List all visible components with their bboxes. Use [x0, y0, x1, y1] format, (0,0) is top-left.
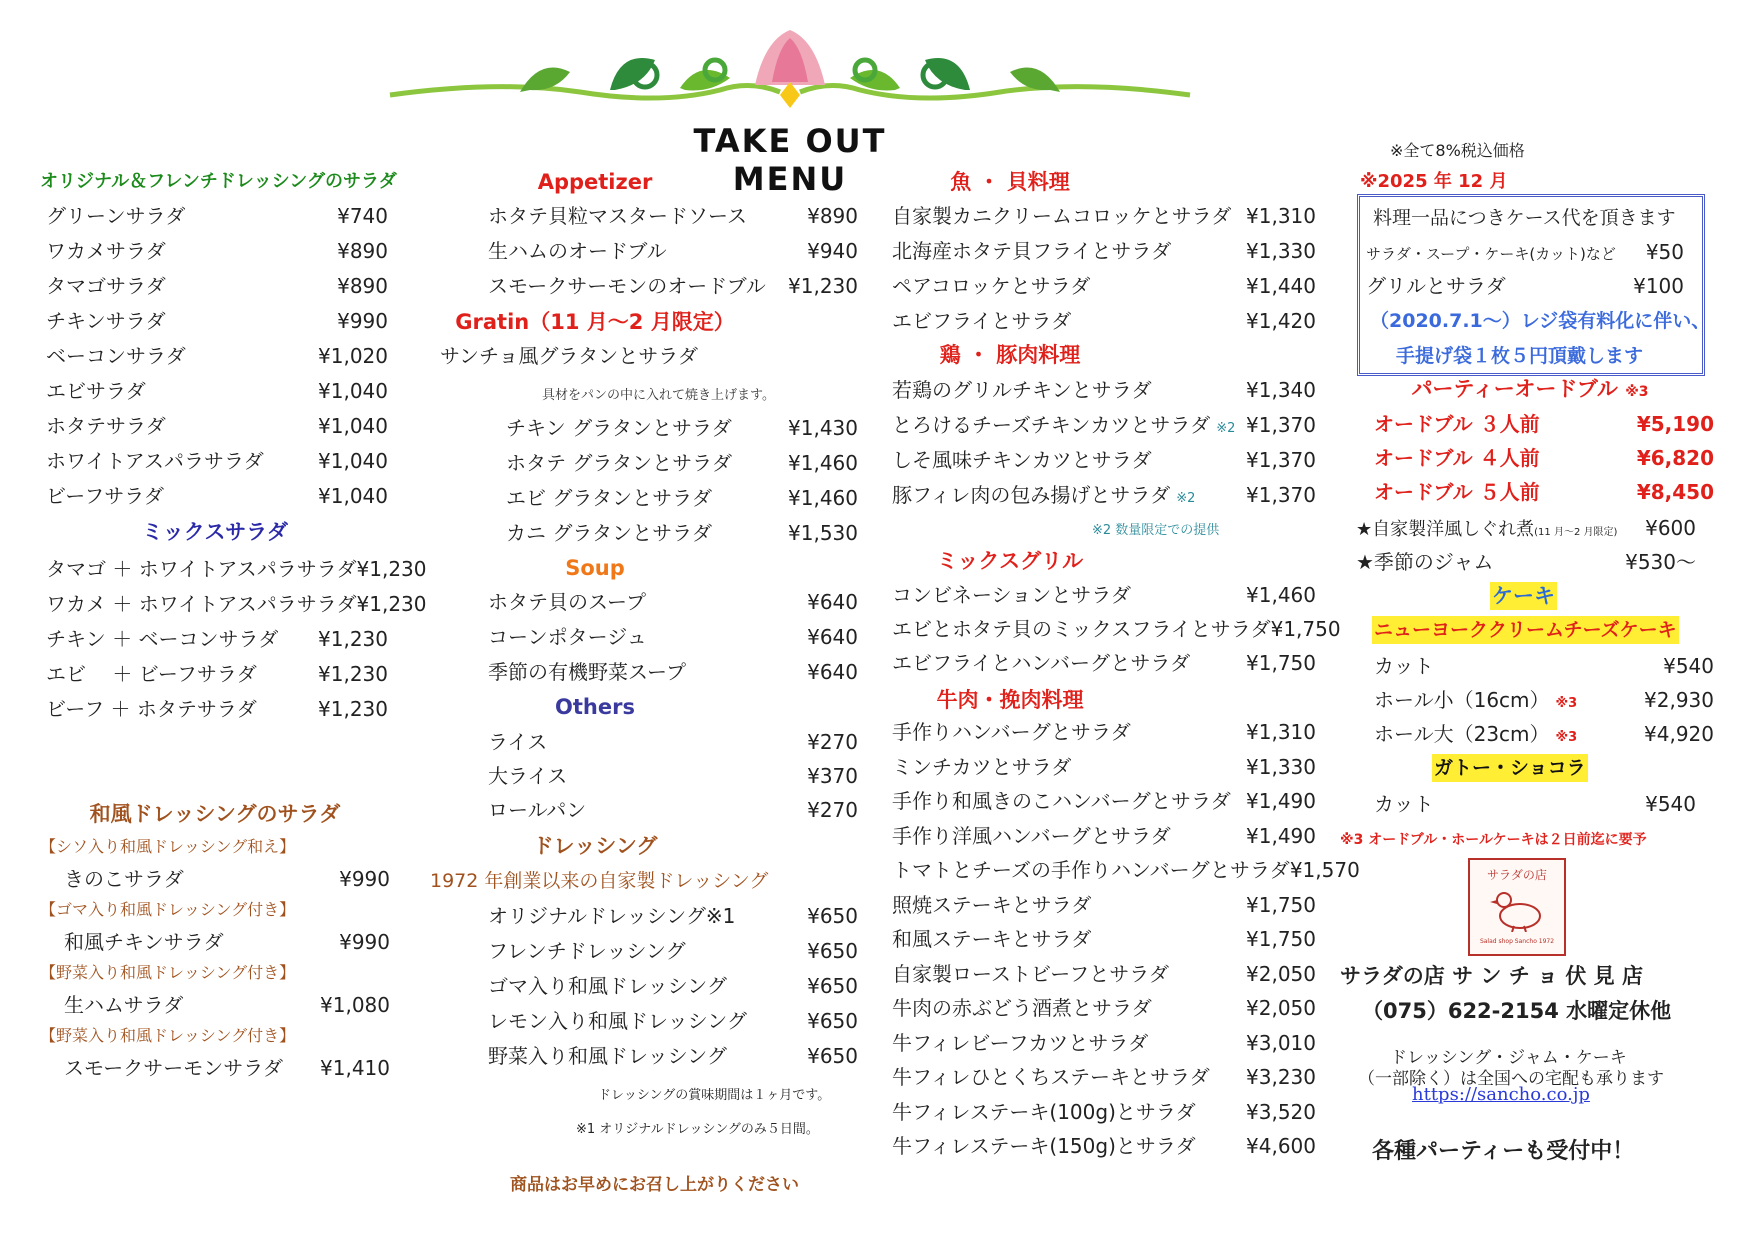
salad-item	[46, 447, 388, 475]
others-item-name: ロールパン	[488, 798, 587, 822]
soup-item	[488, 623, 858, 651]
party-item-price: ¥8,450	[1636, 480, 1714, 504]
beef-heading: 牛肉・挽肉料理	[936, 688, 1084, 712]
chicken-item-mark: ※2	[1216, 421, 1236, 436]
party-item-price: ¥6,820	[1636, 446, 1714, 470]
dressing-item-price: ¥650	[807, 1044, 858, 1068]
dressing-item	[488, 1007, 858, 1035]
chicken-item-mark: ※2	[1176, 491, 1196, 506]
appetizer-item	[488, 202, 858, 230]
salad-item-price: ¥890	[337, 274, 388, 298]
chicken-item-price: ¥1,370	[1246, 413, 1316, 437]
salad-item	[46, 307, 388, 335]
mix-salad-item-name: ビーフ ＋ ホタテサラダ	[46, 697, 257, 721]
cake-item	[1374, 652, 1714, 680]
dressing-item-price: ¥650	[807, 939, 858, 963]
others-item-name: 大ライス	[488, 764, 568, 788]
wafu-item-price: ¥990	[339, 930, 390, 954]
dressing-note-2: ※1 オリジナルドレッシングのみ５日間。	[576, 1122, 819, 1137]
wafu-dressing-label: 【シソ入り和風ドレッシング和え】	[40, 837, 296, 856]
dressing-item	[488, 972, 858, 1000]
wafu-item-price: ¥1,080	[320, 993, 390, 1017]
gratin-item-name: エビ グラタンとサラダ	[506, 486, 712, 510]
cheesecake-name: ニューヨーククリームチーズケーキ	[1372, 616, 1679, 644]
salad-item-price: ¥740	[337, 204, 388, 228]
salad-item	[46, 342, 388, 370]
beef-item	[892, 856, 1360, 884]
dressing-item-price: ¥650	[807, 1009, 858, 1033]
shop-logo	[1468, 858, 1566, 956]
wafu-dressing-label: 【ゴマ入り和風ドレッシング付き】	[40, 900, 296, 919]
mix-salad-item-price: ¥1,230	[318, 697, 388, 721]
limited-note: ※2 数量限定での提供	[1092, 523, 1220, 538]
mix-salad-item-price: ¥1,230	[356, 592, 427, 616]
gratin-item	[506, 449, 858, 477]
case-fee-line: 料理一品につきケース代を頂きます	[1373, 207, 1676, 229]
mix-salad-item-name: タマゴ ＋ ホワイトアスパラサラダ	[46, 557, 357, 581]
gratin-item	[506, 484, 858, 512]
party-heading: パーティーオードブル ※3	[1411, 377, 1649, 401]
others-item	[488, 728, 858, 756]
salad-item-price: ¥1,040	[318, 449, 388, 473]
party-item-name: オードブル ５人前	[1374, 480, 1540, 504]
chicken-item-price: ¥1,340	[1246, 378, 1316, 402]
chicken-item-price: ¥1,370	[1246, 448, 1316, 472]
bag-note-1: （2020.7.1～）レジ袋有料化に伴い、	[1370, 310, 1711, 332]
wafu-item-price: ¥990	[339, 867, 390, 891]
beef-item	[892, 1063, 1316, 1091]
soup-item-price: ¥640	[807, 590, 858, 614]
soup-item	[488, 658, 858, 686]
chicken-item-price: ¥1,370	[1246, 483, 1316, 507]
appetizer-item-price: ¥890	[807, 204, 858, 228]
footer-note: 商品はお早めにお召し上がりください	[510, 1175, 799, 1195]
gratin-item	[506, 519, 858, 547]
delivery-note-1: ドレッシング・ジャム・ケーキ	[1390, 1048, 1627, 1068]
gratin-item-name: チキン グラタンとサラダ	[506, 416, 732, 440]
salad-item-price: ¥890	[337, 239, 388, 263]
chocolat-cut: カット ¥540	[1374, 792, 1696, 816]
party-item-price: ¥5,190	[1636, 412, 1714, 436]
grill-item-price: ¥1,750	[1246, 651, 1316, 675]
dressing-item-name: レモン入り和風ドレッシング	[488, 1009, 747, 1033]
dressing-heading: ドレッシング	[532, 834, 658, 858]
wafu-dressing-label: 【野菜入り和風ドレッシング付き】	[40, 963, 296, 982]
beef-item-price: ¥3,520	[1246, 1099, 1316, 1124]
mix-salad-item	[46, 625, 388, 653]
salad-item-name: チキンサラダ	[46, 309, 166, 333]
mix-salad-item-price: ¥1,230	[318, 662, 388, 686]
beef-item	[892, 960, 1316, 988]
cake-item-mark: ※3	[1555, 696, 1578, 711]
fish-item-name: エビフライとサラダ	[892, 309, 1072, 333]
gratin-item-name: カニ グラタンとサラダ	[506, 521, 712, 545]
soup-heading: Soup	[565, 556, 625, 580]
beef-item	[892, 1132, 1316, 1160]
salad-item-name: ビーフサラダ	[46, 484, 164, 508]
chocolat-name: ガトー・ショコラ	[1432, 754, 1588, 782]
others-item-name: ライス	[488, 730, 548, 754]
beef-item-name: 牛フィレステーキ(150g)とサラダ	[892, 1134, 1196, 1158]
chicken-item-name: 豚フィレ肉の包み揚げとサラダ	[892, 483, 1171, 507]
beef-item	[892, 753, 1316, 781]
dressing-item-name: フレンチドレッシング	[488, 939, 686, 963]
soup-item-name: 季節の有機野菜スープ	[488, 660, 686, 684]
beef-item-name: 牛フィレビーフカツとサラダ	[892, 1030, 1149, 1055]
beef-item-name: 牛肉の赤ぶどう酒煮とサラダ	[892, 996, 1152, 1020]
gratin-item-price: ¥1,430	[788, 416, 858, 440]
party-item	[1374, 410, 1714, 438]
cake-item-price: ¥4,920	[1644, 722, 1714, 746]
dressing-subheading: 1972 年創業以来の自家製ドレッシング	[430, 870, 769, 892]
order-note: ※3 オードブル・ホールケーキは２日前迄に要予	[1340, 832, 1647, 848]
dressing-item-name: 野菜入り和風ドレッシング	[488, 1044, 727, 1068]
fish-item	[892, 202, 1316, 230]
grill-item	[892, 581, 1316, 609]
beef-item-name: 牛フィレステーキ(100g)とサラダ	[892, 1099, 1196, 1124]
dressing-item	[488, 937, 858, 965]
beef-item-price: ¥1,570	[1289, 858, 1360, 882]
dressing-item-price: ¥650	[807, 904, 858, 928]
party-item-name: オードブル ４人前	[1374, 446, 1540, 470]
dressing-item-name: オリジナルドレッシング※1	[488, 904, 736, 928]
chicken-heading: 鶏 ・ 豚肉料理	[939, 343, 1081, 367]
logo-text: サラダの店	[1487, 868, 1547, 882]
duck-icon	[1490, 886, 1544, 932]
cake-item-name: カット	[1374, 654, 1434, 678]
cake-item-name: ホール大（23cm）	[1374, 722, 1550, 746]
shop-name: サラダの店 サ ン チ ョ 伏 見 店	[1340, 964, 1643, 988]
others-heading: Others	[555, 695, 635, 719]
appetizer-item	[488, 272, 858, 300]
beef-item-price: ¥1,750	[1246, 927, 1316, 951]
gratin-item-price: ¥1,460	[788, 451, 858, 475]
case-fee-item-2: グリルとサラダ ¥100	[1366, 274, 1684, 298]
beef-item-price: ¥1,310	[1246, 720, 1316, 744]
cake-item	[1374, 720, 1714, 752]
mix-salad-item	[46, 555, 427, 583]
chicken-item	[892, 481, 1316, 513]
soup-item-price: ¥640	[807, 660, 858, 684]
party-item-name: オードブル ３人前	[1374, 412, 1540, 436]
beef-item-name: 照焼ステーキとサラダ	[892, 892, 1092, 917]
chicken-item-name: しそ風味チキンカツとサラダ	[892, 448, 1152, 472]
wafu-item	[64, 991, 390, 1019]
cake-item-price: ¥540	[1663, 654, 1714, 678]
wafu-item-name: スモークサーモンサラダ	[64, 1056, 283, 1080]
salad-item-price: ¥1,040	[318, 484, 388, 508]
fish-item-price: ¥1,310	[1246, 204, 1316, 228]
salad-item	[46, 482, 388, 510]
wafu-item-price: ¥1,410	[320, 1056, 390, 1080]
salad-item	[46, 202, 388, 230]
beef-item	[892, 994, 1316, 1022]
beef-item-price: ¥3,010	[1246, 1030, 1316, 1055]
cake-heading: ケーキ	[1492, 584, 1555, 608]
fish-item	[892, 307, 1316, 335]
dressing-item-price: ¥650	[807, 974, 858, 998]
special-item-2: ★季節のジャム ¥530～	[1356, 550, 1696, 574]
beef-item-name: 牛フィレひとくちステーキとサラダ	[892, 1065, 1210, 1089]
beef-item-name: 和風ステーキとサラダ	[892, 927, 1092, 951]
beef-item	[892, 718, 1316, 746]
gratin-heading: Gratin（11 月～2 月限定）	[455, 310, 735, 334]
col1-heading: オリジナル＆フレンチドレッシングのサラダ	[40, 171, 397, 192]
party-accept-note: 各種パーティーも受付中！	[1372, 1139, 1635, 1164]
fish-item-name: 自家製カニクリームコロッケとサラダ	[892, 204, 1232, 228]
beef-item-price: ¥1,750	[1246, 892, 1316, 917]
gratin-item-name: ホタテ グラタンとサラダ	[506, 451, 732, 475]
appetizer-heading: Appetizer	[537, 170, 653, 194]
beef-item	[892, 787, 1316, 815]
others-item-price: ¥270	[807, 730, 858, 754]
wafu-item	[64, 865, 390, 893]
grill-item-name: コンビネーションとサラダ	[892, 583, 1131, 607]
soup-item-name: ホタテ貝のスープ	[488, 590, 646, 614]
others-item-price: ¥370	[807, 764, 858, 788]
beef-item-name: ミンチカツとサラダ	[892, 754, 1072, 779]
beef-item-price: ¥2,050	[1246, 996, 1316, 1020]
tax-note: ※全て8%税込価格	[1390, 141, 1525, 160]
wafu-item-name: 和風チキンサラダ	[64, 930, 224, 954]
beef-item-price: ¥3,230	[1246, 1065, 1316, 1089]
salad-item	[46, 412, 388, 440]
soup-item	[488, 588, 858, 616]
chicken-item	[892, 446, 1316, 474]
dressing-item-name: ゴマ入り和風ドレッシング	[488, 974, 727, 998]
beef-item-name: 自家製ローストビーフとサラダ	[892, 961, 1169, 986]
wafu-heading: 和風ドレッシングのサラダ	[89, 802, 341, 826]
beef-item-price: ¥1,330	[1246, 754, 1316, 779]
logo-subtext: Salad shop Sancho 1972	[1479, 938, 1555, 945]
beef-item-name: 手作り洋風ハンバーグとサラダ	[892, 823, 1171, 848]
gratin-item-price: ¥1,530	[788, 521, 858, 545]
mix-salad-item	[46, 695, 388, 723]
chicken-item	[892, 411, 1316, 443]
chicken-item-name: とろけるチーズチキンカツとサラダ	[892, 413, 1211, 437]
salad-item	[46, 237, 388, 265]
beef-item-price: ¥1,490	[1246, 823, 1316, 848]
appetizer-item-price: ¥940	[807, 239, 858, 263]
salad-item-name: タマゴサラダ	[46, 274, 166, 298]
mix-salad-item-name: チキン ＋ ベーコンサラダ	[46, 627, 279, 651]
grill-item-price: ¥1,460	[1246, 583, 1316, 607]
grill-item	[892, 615, 1341, 643]
mix-salad-item	[46, 590, 427, 618]
beef-item-name: トマトとチーズの手作りハンバーグとサラダ	[892, 858, 1290, 882]
salad-item-name: エビサラダ	[46, 379, 146, 403]
beef-item-price: ¥2,050	[1246, 961, 1316, 986]
salad-item-price: ¥1,020	[318, 344, 388, 368]
salad-item	[46, 377, 388, 405]
chicken-item-name: 若鶏のグリルチキンとサラダ	[892, 378, 1152, 402]
grill-item-name: エビフライとハンバーグとサラダ	[892, 651, 1191, 675]
grill-item	[892, 649, 1316, 677]
delivery-note-2: （一部除く）は全国への宅配も承ります	[1358, 1069, 1664, 1089]
beef-item-name: 手作りハンバーグとサラダ	[892, 720, 1131, 744]
appetizer-item-name: 生ハムのオードブル	[488, 239, 667, 263]
dressing-note-1: ドレッシングの賞味期間は１ヶ月です。	[598, 1088, 831, 1103]
others-item	[488, 796, 858, 824]
salad-item-name: ワカメサラダ	[46, 239, 166, 263]
gratin-note: 具材をパンの中に入れて焼き上げます。	[542, 388, 775, 403]
mix-salad-item-price: ¥1,230	[318, 627, 388, 651]
fish-heading: 魚 ・ 貝料理	[950, 170, 1070, 194]
beef-item-name: 手作り和風きのこハンバーグとサラダ	[892, 789, 1231, 813]
cake-item-mark: ※3	[1555, 730, 1578, 745]
wafu-dressing-label: 【野菜入り和風ドレッシング付き】	[40, 1026, 296, 1045]
page-title: TAKE OUT MENU	[693, 122, 887, 198]
mix-salad-item-name: ワカメ ＋ ホワイトアスパラサラダ	[46, 592, 357, 616]
dressing-item	[488, 902, 858, 930]
soup-item-name: コーンポタージュ	[488, 625, 647, 649]
salad-item	[46, 272, 388, 300]
salad-item-name: ベーコンサラダ	[46, 344, 186, 368]
wafu-item	[64, 928, 390, 956]
beef-item-price: ¥1,490	[1246, 789, 1316, 813]
appetizer-item-price: ¥1,230	[788, 274, 858, 298]
floral-ornament	[380, 20, 1200, 120]
wafu-item-name: 生ハムサラダ	[64, 993, 184, 1017]
chicken-item	[892, 376, 1316, 404]
soup-item-price: ¥640	[807, 625, 858, 649]
party-item	[1374, 478, 1714, 506]
cake-item-name: ホール小（16cm）	[1374, 688, 1550, 712]
mix-salad-item	[46, 660, 388, 688]
gratin-item	[506, 414, 858, 442]
shop-phone: （075）622-2154 水曜定休他	[1362, 999, 1672, 1023]
fish-item-price: ¥1,440	[1246, 274, 1316, 298]
special-item-1: ★自家製洋風しぐれ煮(11 月～2 月限定) ¥600	[1356, 516, 1696, 540]
salad-item-name: ホワイトアスパラサラダ	[46, 449, 264, 473]
appetizer-item-name: スモークサーモンのオードブル	[488, 274, 766, 298]
salad-item-price: ¥1,040	[318, 379, 388, 403]
beef-item	[892, 1029, 1316, 1057]
party-item	[1374, 444, 1714, 472]
salad-item-price: ¥1,040	[318, 414, 388, 438]
wafu-item	[64, 1054, 390, 1082]
grill-item-name: エビとホタテ貝のミックスフライとサラダ	[892, 617, 1271, 641]
date-label: ※2025 年 12 月	[1360, 171, 1508, 192]
fish-item-price: ¥1,330	[1246, 239, 1316, 263]
dressing-item	[488, 1042, 858, 1070]
appetizer-item-name: ホタテ貝粒マスタードソース	[488, 204, 747, 228]
website-link[interactable]: https://sancho.co.jp	[1412, 1084, 1590, 1105]
gratin-base: サンチョ風グラタンとサラダ	[440, 344, 698, 368]
mix-grill-heading: ミックスグリル	[936, 549, 1084, 573]
beef-item	[892, 822, 1316, 850]
grill-item-price: ¥1,750	[1270, 617, 1341, 641]
salad-item-name: グリーンサラダ	[46, 204, 186, 228]
fish-item-name: 北海産ホタテ貝フライとサラダ	[892, 239, 1172, 263]
beef-item-price: ¥4,600	[1246, 1134, 1316, 1158]
gratin-item-price: ¥1,460	[788, 486, 858, 510]
salad-item-price: ¥990	[337, 309, 388, 333]
mix-salad-heading: ミックスサラダ	[142, 520, 288, 544]
fish-item	[892, 237, 1316, 265]
beef-item	[892, 1098, 1316, 1126]
beef-item	[892, 925, 1316, 953]
salad-item-name: ホタテサラダ	[46, 414, 166, 438]
others-item	[488, 762, 858, 790]
fish-item-price: ¥1,420	[1246, 309, 1316, 333]
bag-note-2: 手提げ袋１枚５円頂戴します	[1396, 345, 1644, 367]
cake-item-price: ¥2,930	[1644, 688, 1714, 712]
case-fee-item-1: サラダ・スープ・ケーキ(カット)など ¥50	[1366, 240, 1684, 264]
others-item-price: ¥270	[807, 798, 858, 822]
beef-item	[892, 891, 1316, 919]
fish-item-name: ペアコロッケとサラダ	[892, 274, 1091, 298]
mix-salad-item-price: ¥1,230	[356, 557, 427, 581]
cake-item	[1374, 686, 1714, 718]
mix-salad-item-name: エビ ＋ ビーフサラダ	[46, 662, 257, 686]
wafu-item-name: きのこサラダ	[64, 867, 184, 891]
appetizer-item	[488, 237, 858, 265]
fish-item	[892, 272, 1316, 300]
